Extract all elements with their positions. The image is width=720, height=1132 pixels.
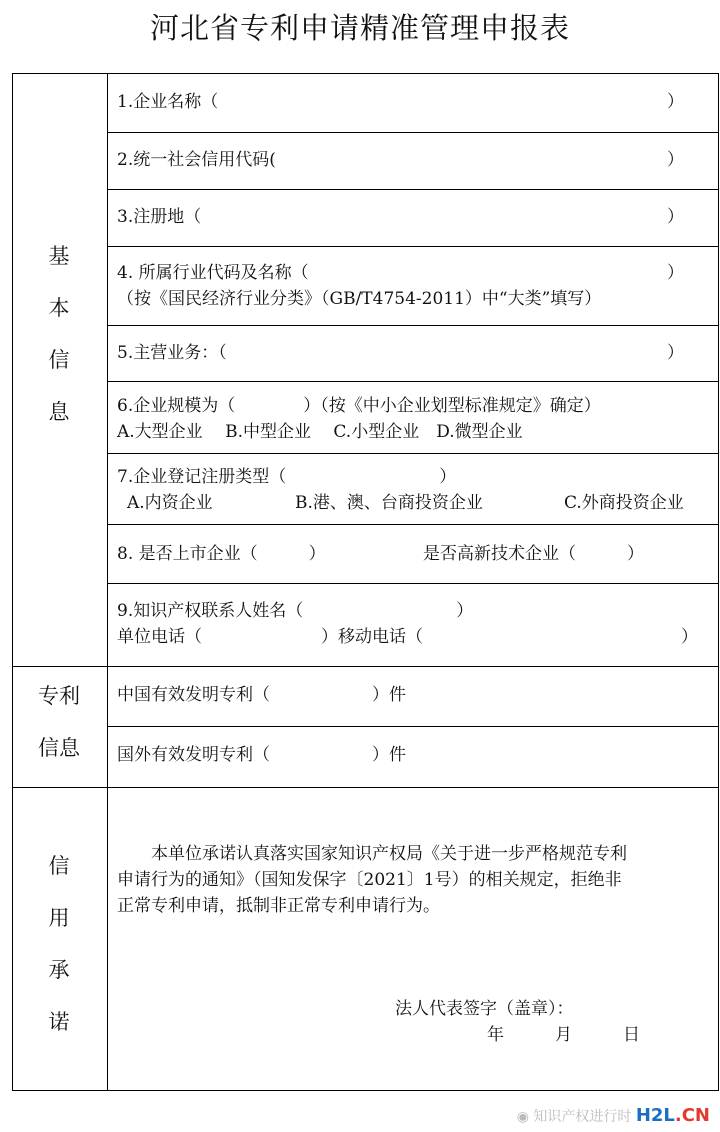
row-divider [107,583,719,584]
label-char: 本 [48,296,70,320]
section-divider-credit [12,787,719,788]
field-label: 3.注册地（ [117,207,202,227]
row-divider [107,453,719,454]
field-company-scale[interactable] [117,393,712,445]
row-divider [107,246,719,247]
field-industry-code[interactable] [117,260,712,312]
label-char: 用 [48,906,70,930]
date-label: 年 月 日 [487,1025,640,1045]
field-registered-place[interactable] [117,204,712,230]
field-label: 9.知识产权联系人姓名（ ） [117,601,474,621]
field-label: 2.统一社会信用代码( [117,150,276,170]
field-label: 国外有效发明专利（ ）件 [117,745,406,765]
label-char: 息 [48,400,70,424]
close-paren: ） [681,627,698,647]
signature-line[interactable] [395,996,695,1022]
field-foreign-patents[interactable] [117,742,712,768]
credit-pledge-text [117,841,712,919]
wechat-icon: ◉ [516,1109,529,1125]
field-label: 4. 所属行业代码及名称（ [117,263,309,283]
field-ip-contact[interactable] [117,598,712,650]
section-label-patent-info [12,670,106,774]
watermark-text: 知识产权进行时 [533,1109,632,1125]
option-hk-mo-tw: B.港、澳、台商投资企业 [295,493,483,513]
page-title: 河北省专利申请精准管理申报表 [149,11,570,45]
row-divider [107,325,719,326]
label-char: 信息 [38,736,80,760]
field-hightech: 是否高新技术企业（ ） [423,544,644,564]
watermark [517,1105,710,1126]
field-domestic-patents[interactable] [117,682,712,708]
pledge-line: 本单位承诺认真落实国家知识产权局《关于进一步严格规范专利 [117,844,627,864]
row-divider [107,524,719,525]
section-divider-patent [12,666,719,667]
field-label: 5.主营业务：（ [117,343,227,363]
close-paren: ） [667,92,684,112]
row-divider [107,189,719,190]
date-line[interactable] [487,1022,687,1048]
signature-label: 法人代表签字（盖章）： [395,999,574,1019]
field-company-name[interactable] [117,89,712,115]
row-divider [107,381,719,382]
label-char: 基 [48,244,70,268]
section-label-basic-info [12,230,106,438]
row-divider [107,726,719,727]
field-label: 1.企业名称（ [117,92,219,112]
field-label: 中国有效发明专利（ ）件 [117,685,406,705]
field-hint: （按《国民经济行业分类》（GB/T4754-2011）中“大类”填写） [117,289,602,309]
scale-options: A.大型企业 B.中型企业 C.小型企业 D.微型企业 [117,422,523,442]
label-char: 专利 [38,684,80,708]
field-label: 6.企业规模为（ ）（按《中小企业划型标准规定》确定） [117,396,601,416]
field-phones: 单位电话（ ）移动电话（ [117,627,423,647]
field-listed: 8. 是否上市企业（ ） [117,544,326,564]
close-paren: ） [667,263,684,283]
brand-logo: H2L.CN [635,1105,710,1126]
label-char: 信 [48,348,70,372]
close-paren: ） [667,207,684,227]
option-foreign: C.外商投资企业 [564,493,684,513]
pledge-line: 正常专利申请，抵制非正常专利申请行为。 [117,896,440,916]
column-divider [107,73,108,1091]
row-divider [107,132,719,133]
field-credit-code[interactable] [117,147,712,173]
section-label-credit-pledge [12,840,106,1048]
field-label: 7.企业登记注册类型（ ） [117,467,457,487]
field-main-business[interactable] [117,340,712,366]
field-registration-type[interactable] [117,464,712,516]
close-paren: ） [667,343,684,363]
label-char: 诺 [48,1010,70,1034]
close-paren: ） [667,150,684,170]
option-domestic: A.内资企业 [127,493,213,513]
pledge-line: 申请行为的通知》（国知发保字〔2021〕1号）的相关规定，拒绝非 [117,870,622,890]
field-listed-hightech[interactable] [117,541,712,567]
label-char: 承 [48,958,70,982]
label-char: 信 [48,854,70,878]
